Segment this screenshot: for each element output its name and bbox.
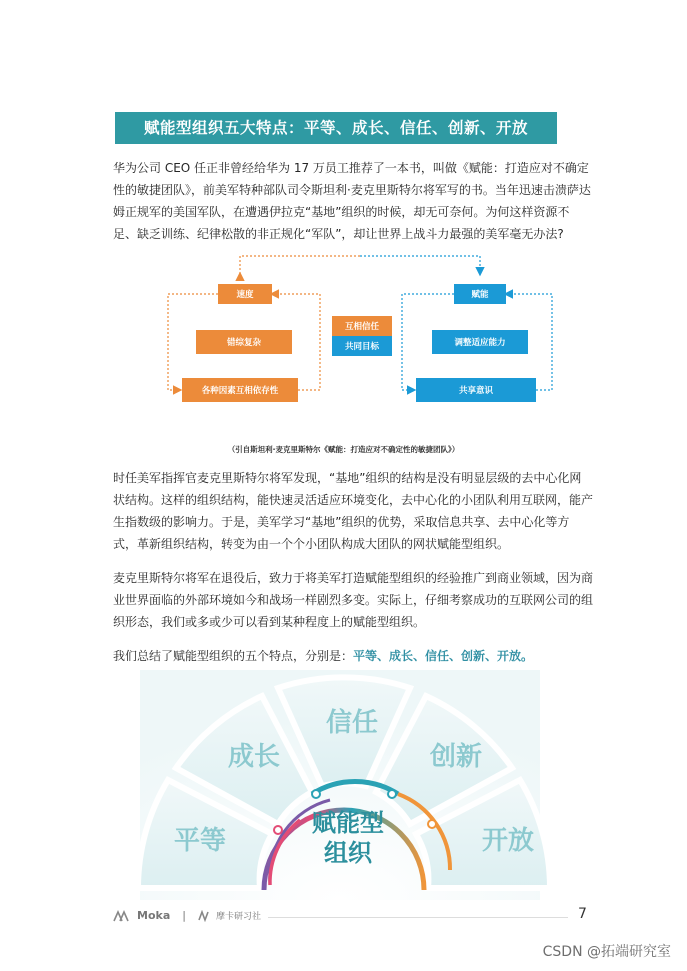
box-adaptability: 调整适应能力 xyxy=(432,330,528,354)
footer-brand-name: Moka xyxy=(137,909,171,922)
fan-label-openness: 开放 xyxy=(481,826,534,856)
five-traits-fan xyxy=(0,670,687,900)
box-complexity: 错综复杂 xyxy=(196,330,292,354)
diagram-caption: （引自斯坦利·麦克里斯特尔《赋能：打造应对不确定性的敏捷团队》） xyxy=(227,445,460,454)
fan-label-equality: 平等 xyxy=(173,826,226,856)
footer-rule xyxy=(268,917,568,918)
footer-subbrand: 摩卡研习社 xyxy=(215,912,261,922)
fan-center-title xyxy=(298,808,398,868)
footer-divider: | xyxy=(182,909,186,922)
box-speed: 速度 xyxy=(218,284,272,304)
paragraph-intro: 华为公司 CEO 任正非曾经给华为 17 万员工推荐了一本书，叫做《赋能：打造应对不确定性的敏捷团队》，前美军特种部队司令斯坦利·麦克里斯特尔将军写的书。当年迅速击溃萨达姆正规军的美国军队，在遭遇伊拉克“基地”组织的时候，却无可奈何。为何这样资源不足、缺乏训练、纪律松散的非正规化“军队”，却让世界上战斗力最强的美军毫无办法? xyxy=(113,161,591,241)
fan-label-trust: 信任 xyxy=(325,708,378,738)
fan-label-growth: 成长 xyxy=(227,742,280,772)
paragraph-discovery: 时任美军指挥官麦克里斯特尔将军发现，“基地”组织的结构是没有明显层级的去中心化网状结构。这样的组织结构，能快速灵活适应环境变化，去中心化的小团队利用互联网，能产生指数级的影响力。于是，美军学习“基地”组织的优势，采取信息共享、去中心化等方式，革新组织结构，转变为由一个个小团队构成大团队的网状赋能型组织。 xyxy=(113,471,594,551)
paragraph-summary xyxy=(113,645,593,667)
paragraph-business: 麦克里斯特尔将军在退役后，致力于将美军打造赋能型组织的经验推广到商业领域，因为商业世界面临的外部环境如今和战场一样剧烈多变。实际上，仔细考察成功的互联网公司的组织形态，我们或多或少可以看到某种程度上的赋能型组织。 xyxy=(113,571,594,629)
fan-center-line1: 赋能型 xyxy=(312,809,384,837)
box-common-goal: 共同目标 xyxy=(332,336,392,356)
box-empower: 赋能 xyxy=(454,284,506,304)
page-number: 7 xyxy=(578,906,587,922)
summary-highlight: 平等、成长、信任、创新、开放。 xyxy=(353,649,534,663)
box-interdependence: 各种因素互相依存性 xyxy=(182,378,298,402)
watermark: CSDN @拓端研究室 xyxy=(542,944,671,960)
agility-diagram xyxy=(160,248,560,428)
box-shared-awareness: 共享意识 xyxy=(416,378,536,402)
fan-label-innovation: 创新 xyxy=(429,742,482,772)
summary-prefix: 我们总结了赋能型组织的五个特点，分别是： xyxy=(113,649,354,663)
moka-academy-icon xyxy=(198,910,210,922)
moka-logo-icon xyxy=(113,910,131,922)
footer-brand xyxy=(113,909,261,922)
section-title: 赋能型组织五大特点：平等、成长、信任、创新、开放 xyxy=(115,112,557,144)
box-mutual-trust: 互相信任 xyxy=(332,316,392,336)
fan-center-line2: 组织 xyxy=(324,839,372,867)
